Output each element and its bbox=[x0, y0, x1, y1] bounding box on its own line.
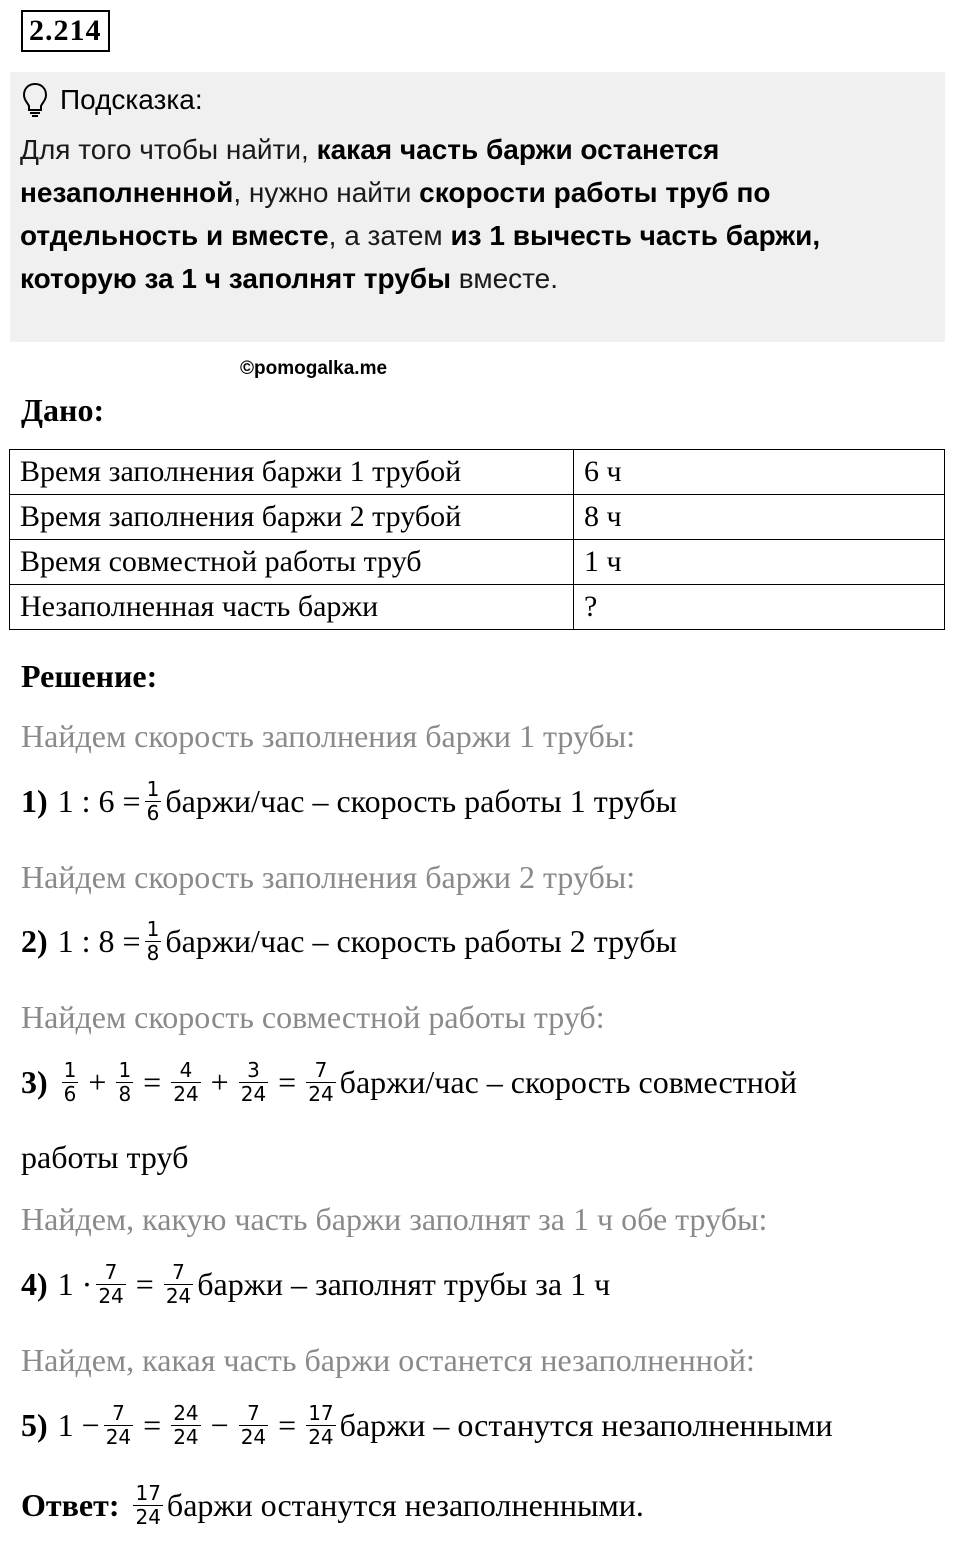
hint-title bbox=[22, 80, 203, 120]
fraction bbox=[104, 1402, 133, 1449]
operator: + bbox=[210, 1064, 229, 1100]
hint-text bbox=[20, 128, 925, 300]
given-heading: Дано: bbox=[21, 392, 105, 428]
hint-segment-bold: какая часть баржи останется незаполненной bbox=[20, 134, 720, 208]
solution-step-1 bbox=[21, 778, 677, 825]
operator: = bbox=[143, 1407, 162, 1443]
fraction bbox=[306, 1402, 335, 1449]
solution-step-3 bbox=[21, 1059, 797, 1106]
step-number: 1) bbox=[21, 783, 48, 819]
fraction-numerator: 1 bbox=[146, 777, 160, 801]
fraction-denominator: 24 bbox=[240, 1425, 267, 1449]
step-number: 2) bbox=[21, 923, 48, 959]
fraction-denominator: 24 bbox=[308, 1425, 334, 1449]
fraction bbox=[62, 1059, 79, 1106]
fraction bbox=[171, 1402, 200, 1449]
table-row bbox=[10, 585, 945, 630]
fraction-numerator: 24 bbox=[173, 1401, 199, 1425]
given-label: Незаполненная часть баржи bbox=[10, 585, 574, 630]
fraction-numerator: 1 bbox=[146, 917, 160, 941]
fraction-denominator: 6 bbox=[63, 1082, 77, 1106]
fraction-numerator: 17 bbox=[308, 1401, 334, 1425]
given-table bbox=[9, 449, 945, 630]
fraction bbox=[96, 1261, 125, 1308]
solution-note: Найдем, какую часть баржи заполнят за 1 ч обе трубы: bbox=[21, 1201, 768, 1237]
fraction bbox=[171, 1059, 200, 1106]
solution-note: Найдем скорость заполнения баржи 1 трубы: bbox=[21, 718, 636, 754]
fraction-numerator: 17 bbox=[135, 1481, 161, 1505]
fraction-denominator: 24 bbox=[308, 1082, 334, 1106]
solution-note: Найдем скорость заполнения баржи 2 трубы: bbox=[21, 859, 636, 895]
step-number: 3) bbox=[21, 1064, 48, 1100]
hint-segment: , нужно найти bbox=[233, 177, 420, 208]
fraction-numerator: 1 bbox=[63, 1058, 77, 1082]
answer-label: Ответ: bbox=[21, 1487, 120, 1523]
fraction-numerator: 3 bbox=[247, 1058, 260, 1082]
fraction-numerator: 7 bbox=[247, 1401, 260, 1425]
table-row bbox=[10, 540, 945, 585]
problem-number: 2.214 bbox=[21, 10, 110, 52]
fraction bbox=[306, 1059, 335, 1106]
hint-segment-bold: из 1 вычесть часть баржи, которую за 1 ч заполнят трубы bbox=[20, 220, 821, 294]
table-row bbox=[10, 450, 945, 495]
operator: = bbox=[278, 1407, 297, 1443]
hint-segment: , а затем bbox=[328, 220, 451, 251]
lightbulb-icon bbox=[22, 82, 48, 118]
operator: = bbox=[143, 1064, 162, 1100]
hint-segment-bold: скорости работы труб по отдельность и вместе bbox=[20, 177, 771, 251]
hint-title-text: Подсказка: bbox=[60, 84, 203, 115]
table-row bbox=[10, 495, 945, 540]
solution-heading: Решение: bbox=[21, 658, 158, 694]
step-text: баржи – останутся незаполненными bbox=[339, 1407, 833, 1443]
given-value: 1 ч bbox=[574, 540, 945, 585]
hint-box bbox=[10, 72, 945, 342]
given-label: Время заполнения баржи 2 трубой bbox=[10, 495, 574, 540]
fraction bbox=[133, 1482, 162, 1529]
fraction-numerator: 7 bbox=[104, 1260, 118, 1284]
fraction bbox=[145, 918, 162, 965]
step-expression: 1 − bbox=[57, 1407, 100, 1443]
fraction-denominator: 24 bbox=[98, 1284, 124, 1308]
fraction bbox=[239, 1059, 268, 1106]
fraction-denominator: 6 bbox=[146, 801, 160, 825]
step-expression: 1 : 8 = bbox=[57, 923, 141, 959]
fraction bbox=[239, 1402, 268, 1449]
fraction-denominator: 24 bbox=[173, 1082, 199, 1106]
step-number: 4) bbox=[21, 1266, 48, 1302]
solution-step-2 bbox=[21, 918, 677, 965]
fraction bbox=[116, 1059, 133, 1106]
given-label: Время совместной работы труб bbox=[10, 540, 574, 585]
solution-step-4 bbox=[21, 1261, 610, 1308]
answer bbox=[21, 1482, 644, 1529]
fraction bbox=[145, 778, 162, 825]
step-expression: 1 : 6 = bbox=[57, 783, 141, 819]
fraction-numerator: 4 bbox=[179, 1058, 193, 1082]
step-text: баржи/час – скорость работы 2 трубы bbox=[165, 923, 677, 959]
given-label: Время заполнения баржи 1 трубой bbox=[10, 450, 574, 495]
fraction-denominator: 24 bbox=[173, 1425, 199, 1449]
step-text: баржи – заполнят трубы за 1 ч bbox=[197, 1266, 611, 1302]
solution-note: Найдем скорость совместной работы труб: bbox=[21, 999, 605, 1035]
fraction-numerator: 1 bbox=[118, 1058, 132, 1082]
step-text: баржи/час – скорость совместной bbox=[339, 1064, 797, 1100]
operator: = bbox=[135, 1266, 154, 1302]
hint-segment: вместе. bbox=[450, 263, 559, 294]
given-value: 8 ч bbox=[574, 495, 945, 540]
fraction-denominator: 8 bbox=[118, 1082, 132, 1106]
fraction-denominator: 24 bbox=[135, 1505, 161, 1529]
fraction-numerator: 7 bbox=[314, 1058, 328, 1082]
answer-text: баржи останутся незаполненными. bbox=[166, 1487, 644, 1523]
fraction-denominator: 24 bbox=[240, 1082, 267, 1106]
watermark: ©pomogalka.me bbox=[240, 358, 388, 379]
fraction-denominator: 24 bbox=[105, 1425, 132, 1449]
given-value: 6 ч bbox=[574, 450, 945, 495]
step-text: баржи/час – скорость работы 1 трубы bbox=[165, 783, 677, 819]
step-text-continued: работы труб bbox=[21, 1139, 189, 1175]
step-expression: 1 · bbox=[57, 1266, 93, 1302]
hint-segment: Для того чтобы найти, bbox=[20, 134, 317, 165]
operator: + bbox=[88, 1064, 107, 1100]
step-number: 5) bbox=[21, 1407, 48, 1443]
fraction-denominator: 24 bbox=[165, 1284, 192, 1308]
fraction bbox=[164, 1261, 193, 1308]
given-value: ? bbox=[574, 585, 945, 630]
operator: − bbox=[210, 1407, 229, 1443]
solution-step-5 bbox=[21, 1402, 833, 1449]
operator: = bbox=[278, 1064, 297, 1100]
solution-note: Найдем, какая часть баржи останется незаполненной: bbox=[21, 1342, 755, 1378]
fraction-denominator: 8 bbox=[146, 941, 160, 965]
fraction-numerator: 7 bbox=[172, 1260, 185, 1284]
fraction-numerator: 7 bbox=[112, 1401, 125, 1425]
